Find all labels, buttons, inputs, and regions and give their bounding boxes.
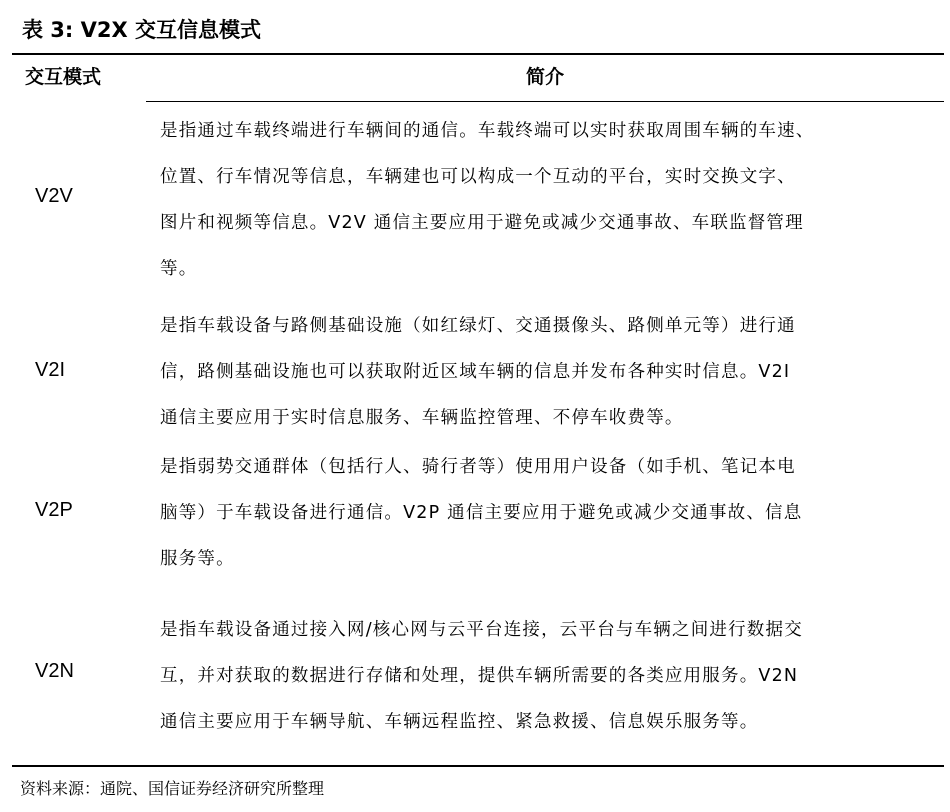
row-description-v2n [160,607,912,745]
row-mode-v2i: V2I [35,359,66,381]
description-line: 服务等。 [160,549,235,569]
row-mode-v2n: V2N [35,660,74,682]
description-line: 信，路侧基础设施也可以获取附近区域车辆的信息并发布各种实时信息。V2I [160,362,791,382]
row-mode-v2p: V2P [35,499,73,521]
row-description-v2v [160,108,912,292]
description-line: 是指弱势交通群体（包括行人、骑行者等）使用用户设备（如手机、笔记本电 [160,457,796,477]
description-line: 是指车载设备通过接入网/核心网与云平台连接，云平台与车辆之间进行数据交 [160,620,803,640]
row-description-v2p [160,444,912,582]
column-header-mode: 交互模式 [25,66,102,88]
bottom-rule [12,765,944,767]
description-line: 位置、行车情况等信息，车辆建也可以构成一个互动的平台，实时交换文字、 [160,167,796,187]
description-line: 等。 [160,259,198,279]
top-rule [12,53,944,55]
description-line: 通信主要应用于车辆导航、车辆远程监控、紧急救援、信息娱乐服务等。 [160,712,759,732]
description-line: 通信主要应用于实时信息服务、车辆监控管理、不停车收费等。 [160,408,684,428]
row-description-v2i [160,303,912,441]
header-rule [146,101,944,102]
description-line: 是指通过车载终端进行车辆间的通信。车载终端可以实时获取周围车辆的车速、 [160,121,815,141]
row-mode-v2v: V2V [35,185,73,207]
table-title: 表 3: V2X 交互信息模式 [22,18,261,42]
description-line: 互，并对获取的数据进行存储和处理，提供车辆所需要的各类应用服务。V2N [160,666,799,686]
description-line: 脑等）于车载设备进行通信。V2P 通信主要应用于避免或减少交通事故、信息 [160,503,803,523]
description-line: 图片和视频等信息。V2V 通信主要应用于避免或减少交通事故、车联监督管理 [160,213,804,233]
column-header-description: 简介 [525,66,564,88]
source-note: 资料来源：通院、国信证券经济研究所整理 [20,779,325,798]
description-line: 是指车载设备与路侧基础设施（如红绿灯、交通摄像头、路侧单元等）进行通 [160,316,796,336]
